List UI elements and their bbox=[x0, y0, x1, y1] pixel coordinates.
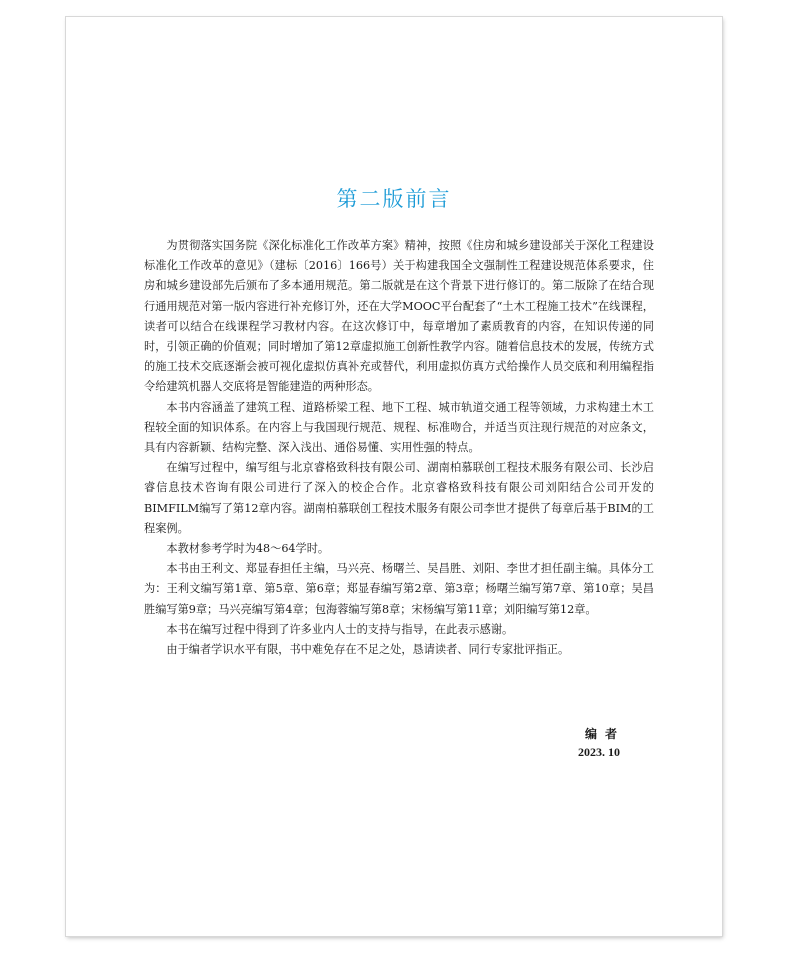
paragraph: 本书在编写过程中得到了许多业内人士的支持与指导，在此表示感谢。 bbox=[166, 622, 514, 636]
paragraph: 由于编者学识水平有限，书中难免存在不足之处，恳请读者、同行专家批评指正。 bbox=[166, 643, 570, 657]
signature-date: 2023. 10 bbox=[578, 745, 620, 759]
paragraph: 为贯彻落实国务院《深化标准化工作改革方案》精神，按照《住房和城乡建设部关于深化工程建设标准化工作改革的意见》（建标〔2016〕166号）关于构建我国全文强制性工程建设规范体系要求，住房和城乡建设部先后颁布了多本通用规范。第二版就是在这个背景下进行修订的。第二版除了在结合现行通用规范对第一版内容进行补充修订外，还在大学MOOC平台配套了“土木工程施工技术”在线课程，读者可以结合在线课程学习教材内容。在这次修订中，每章增加了素质教育的内容，在知识传递的同时，引领正确的价值观；同时增加了第12章虚拟施工创新性教学内容。随着信息技术的发展，传统方式的施工技术交底逐渐会被可视化虚拟仿真补充或替代，利用虚拟仿真方式给操作人员交底和利用编程指令给建筑机器人交底将是智能建造的两种形态。 bbox=[144, 239, 654, 394]
paragraph: 本书内容涵盖了建筑工程、道路桥梁工程、地下工程、城市轨道交通工程等领域，力求构建土木工程较全面的知识体系。在内容上与我国现行规范、规程、标准吻合，并适当页注现行规范的对应条文，具有内容新颖、结构完整、深入浅出、通俗易懂、实用性强的特点。 bbox=[144, 400, 654, 455]
document-page bbox=[66, 17, 722, 936]
signature-author: 编者 bbox=[585, 727, 626, 741]
paragraph: 在编写过程中，编写组与北京睿格致科技有限公司、湖南柏慕联创工程技术服务有限公司、长沙启睿信息技术咨询有限公司进行了深入的校企合作。北京睿格致科技有限公司刘阳结合公司开发的BIMFILM编写了第12章内容。湖南柏慕联创工程技术服务有限公司李世才提供了每章后基于BIM的工程案例。 bbox=[144, 461, 654, 535]
page-title: 第二版前言 bbox=[336, 187, 452, 211]
paragraph: 本教材参考学时为48～64学时。 bbox=[166, 542, 330, 556]
paragraph: 本书由王利文、郑显春担任主编，马兴亮、杨曙兰、吴昌胜、刘阳、李世才担任副主编。具体分工为：王利文编写第1章、第5章、第6章；郑显春编写第2章、第3章；杨曙兰编写第7章、第10章；吴昌胜编写第9章；马兴亮编写第4章；包海蓉编写第8章；宋杨编写第11章；刘阳编写第12章。 bbox=[144, 562, 654, 616]
preface-body bbox=[144, 236, 654, 660]
